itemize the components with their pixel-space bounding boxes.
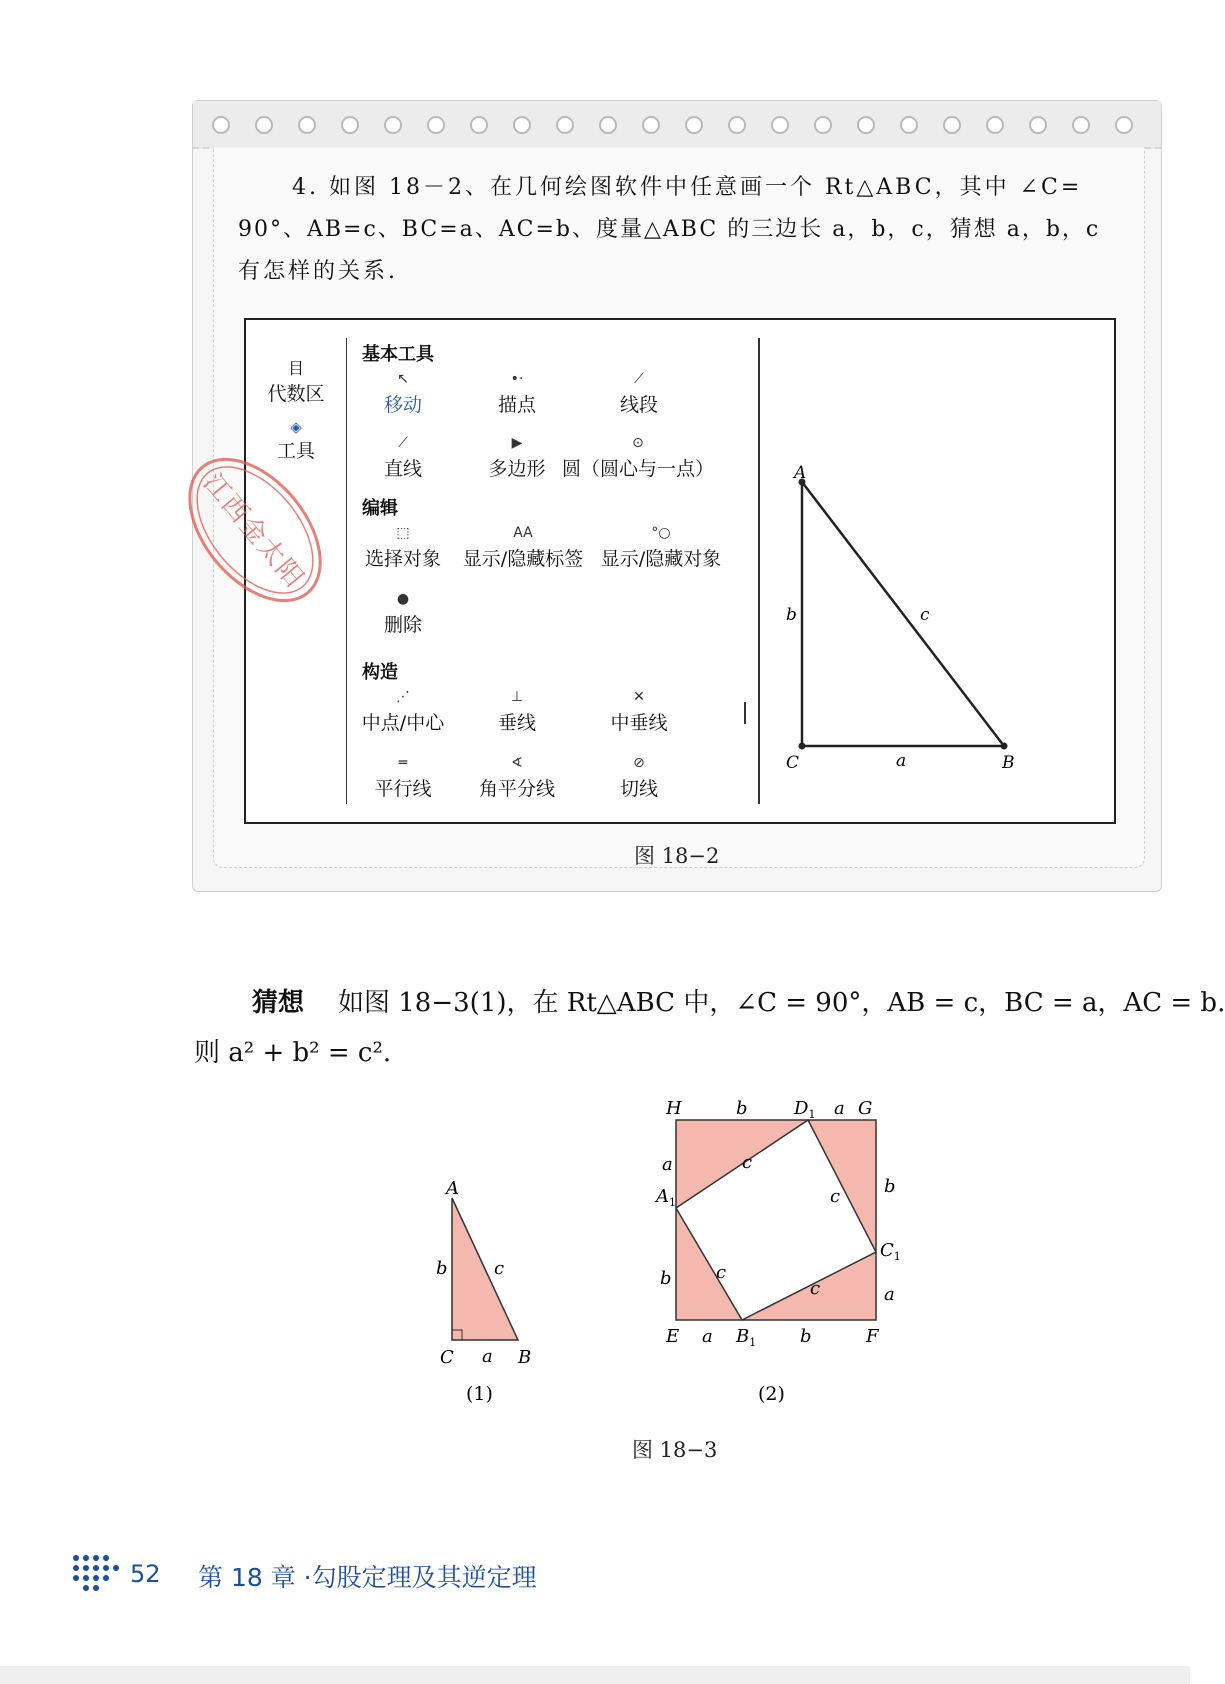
fig1-label-c: c <box>494 1258 505 1279</box>
line-icon: ⟋ <box>398 435 408 451</box>
figure-18-2-caption: 图 18−2 <box>634 844 720 868</box>
algebra-icon: 目 <box>287 359 304 378</box>
fig2-label-A1: $A_1$ <box>656 1186 676 1209</box>
tool-angle-bisector[interactable]: ∢ 角平分线 <box>442 752 592 801</box>
triangle-1 <box>452 1198 518 1340</box>
vertex-c[interactable] <box>799 743 806 750</box>
fig2-label-c-2: c <box>830 1186 841 1207</box>
polygon-icon: ▶ <box>511 435 523 451</box>
section-title-construct: 构造 <box>362 662 398 683</box>
fig1-label-C: C <box>440 1347 454 1368</box>
tool-toggle-label[interactable]: AA 显示/隐藏标签 <box>448 522 598 571</box>
fig2-label-b-top: b <box>736 1098 748 1119</box>
conjecture-heading: 猜想 <box>252 988 305 1018</box>
fig2-label-c-3: c <box>716 1262 727 1283</box>
fig2-label-a-left: a <box>662 1154 673 1175</box>
fig1-label-a: a <box>482 1346 493 1367</box>
figure-18-3 <box>420 1090 900 1420</box>
fig2-label-a-top: a <box>834 1098 845 1119</box>
midpoint-icon: ⋰ <box>396 689 410 705</box>
side-c <box>802 482 1004 746</box>
select-icon: ⬚ <box>396 525 410 541</box>
chapter-title: 第 18 章 ·勾股定理及其逆定理 <box>198 1563 537 1592</box>
binder-rings <box>193 101 1161 149</box>
tool-tangent[interactable]: ⊘ 切线 <box>564 752 714 801</box>
parallel-icon: ═ <box>398 755 408 771</box>
fig2-label-b-left: b <box>660 1268 672 1289</box>
binder-rings-icon <box>193 101 1161 147</box>
angle-bisector-icon: ∢ <box>511 755 523 771</box>
visibility-icon: °○ <box>651 525 671 541</box>
fig2-label-b-bottom: b <box>800 1326 812 1347</box>
tool-polygon[interactable]: ▶ 多边形 <box>442 432 592 481</box>
fig1-label-b: b <box>436 1258 448 1279</box>
fig2-label-b-right: b <box>884 1176 896 1197</box>
circle-icon: ⊙ <box>632 435 644 451</box>
label-icon: AA <box>513 525 533 541</box>
eraser-icon: ● <box>396 591 410 607</box>
tool-midpoint[interactable]: ⋰ 中点/中心 <box>328 686 478 735</box>
tool-delete[interactable]: ● 删除 <box>328 588 478 637</box>
tool-line[interactable]: ⟋ 直线 <box>328 432 478 481</box>
sidebar-item-label: 代数区 <box>267 383 325 405</box>
fig2-label-a-bottom: a <box>702 1326 713 1347</box>
conjecture-line-2: 则 a² + b² = c². <box>194 1038 392 1068</box>
label-a: a <box>896 751 907 771</box>
fig1-caption: (1) <box>466 1383 493 1405</box>
label-B: B <box>1002 753 1015 773</box>
fig2-label-H: H <box>666 1098 682 1119</box>
tool-toggle-object[interactable]: °○ 显示/隐藏对象 <box>586 522 736 571</box>
tool-point[interactable]: •· 描点 <box>442 368 592 417</box>
tool-circle[interactable]: ⊙ 圆（圆心与一点） <box>550 432 726 481</box>
label-b: b <box>786 605 797 625</box>
fig2-label-a-right: a <box>884 1284 895 1305</box>
tools-icon: ◈ <box>290 418 302 436</box>
fig1-label-B: B <box>518 1347 532 1368</box>
fig2-label-C1: $C_1$ <box>880 1240 901 1263</box>
fig2-label-G: G <box>858 1098 873 1119</box>
tool-perp-bisector[interactable]: ✕ 中垂线 <box>564 686 714 735</box>
point-icon: •· <box>510 371 524 387</box>
fig2-label-F: F <box>866 1326 879 1347</box>
label-C: C <box>786 753 800 773</box>
scrollbar[interactable] <box>744 702 746 724</box>
fig2-label-E: E <box>666 1326 680 1347</box>
dot-grid-icon <box>70 1552 122 1598</box>
page-number: 52 <box>130 1560 161 1588</box>
segment-icon: ⟋ <box>634 371 644 387</box>
conjecture-line-1: 如图 18−3(1)，在 Rt△ABC 中，∠C = 90°，AB = c，BC = a，AC = b. <box>338 988 1225 1018</box>
drawing-canvas[interactable] <box>760 320 1112 820</box>
label-c: c <box>920 605 930 625</box>
fig2-label-B1: $B_1$ <box>736 1326 757 1349</box>
stamp-text: 江西金太阳 <box>196 468 310 595</box>
red-stamp <box>170 430 340 630</box>
move-icon: ↖ <box>397 371 409 387</box>
fig1-label-A: A <box>446 1178 459 1199</box>
tool-perpendicular[interactable]: ⊥ 垂线 <box>442 686 592 735</box>
fig2-label-c-1: c <box>742 1152 753 1173</box>
vertex-b[interactable] <box>1001 743 1008 750</box>
fig2-label-D1: $D_1$ <box>794 1098 816 1121</box>
fig2-label-c-4: c <box>810 1278 821 1299</box>
fig2-caption: (2) <box>758 1383 785 1405</box>
label-A: A <box>794 463 807 483</box>
tool-segment[interactable]: ⟋ 线段 <box>564 368 714 417</box>
tangent-icon: ⊘ <box>633 755 645 771</box>
page-bottom-edge <box>0 1666 1190 1684</box>
section-title-basic: 基本工具 <box>362 344 434 365</box>
figure-18-3-caption: 图 18−3 <box>632 1438 718 1462</box>
perpendicular-icon: ⊥ <box>510 689 524 705</box>
exercise-line-3: 有怎样的关系. <box>238 259 398 284</box>
exercise-line-2: 90°、AB=c、BC=a、AC=b、度量△ABC 的三边长 a，b，c，猜想 a，b，c <box>238 217 1101 242</box>
exercise-line-1: 4. 如图 18－2、在几何绘图软件中任意画一个 Rt△ABC，其中 ∠C= <box>292 175 1083 200</box>
section-title-edit: 编辑 <box>362 498 398 519</box>
tool-select[interactable]: ⬚ 选择对象 <box>328 522 478 571</box>
tool-parallel[interactable]: ═ 平行线 <box>328 752 478 801</box>
perp-bisector-icon: ✕ <box>633 689 645 705</box>
software-figure <box>244 318 1116 824</box>
tool-move[interactable]: ↖ 移动 <box>328 368 478 417</box>
sidebar-item-label: 工具 <box>276 440 315 462</box>
